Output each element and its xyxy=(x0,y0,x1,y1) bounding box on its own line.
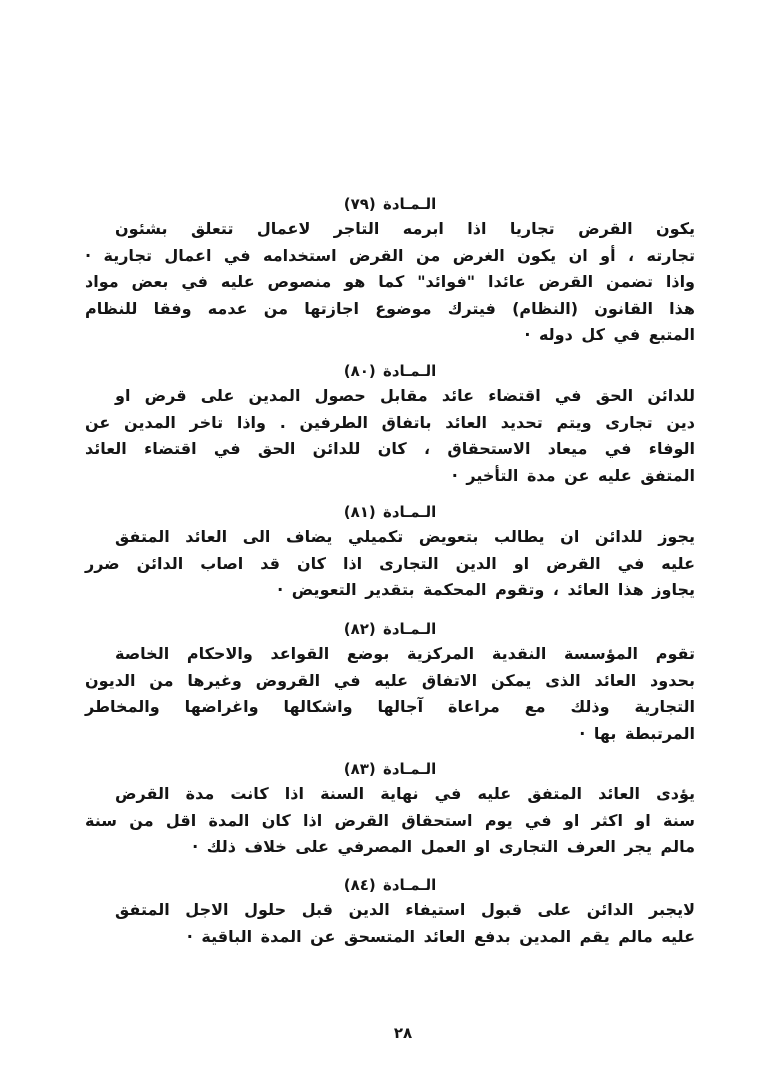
article-80-title: الـمـادة (٨٠) xyxy=(343,362,437,380)
article-82-line: المرتبطة بها · xyxy=(579,723,695,743)
article-80-line: دين تجارى ويتم تحديد العائد باتفاق الطرفين . واذا تاخر المدين عن xyxy=(85,412,695,432)
article-80 xyxy=(85,360,695,489)
article-80-line: للدائن الحق في اقتضاء عائد مقابل حصول المدين على قرض او xyxy=(115,386,695,405)
article-84 xyxy=(85,874,695,950)
article-82-line: بحدود العائد الذى يمكن الاتفاق عليه في القروض وغيرها من الديون xyxy=(85,670,695,690)
article-81-line: عليه في القرض او الدين التجارى اذا كان قد اصاب الدائن ضرر xyxy=(85,553,695,573)
article-84-line: عليه مالم يقم المدين بدفع العائد المتسحق عن المدة الباقية · xyxy=(186,926,695,946)
article-82-line: تقوم المؤسسة النقدية المركزية بوضع القواعد والاحكام الخاصة xyxy=(115,644,695,663)
article-82-title: الـمـادة (٨٢) xyxy=(343,620,437,638)
article-79-line: يكون القرض تجاريا اذا ابرمه التاجر لاعمال تتعلق بشئون xyxy=(115,219,695,238)
article-80-line: الوفاء في ميعاد الاستحقاق ، كان للدائن الحق في اقتضاء العائد xyxy=(85,439,695,459)
article-83-line: سنة او اكثر او في يوم استحقاق القرض اذا كان المدة اقل من سنة xyxy=(85,810,695,830)
article-81 xyxy=(85,501,695,604)
article-79-line: واذا تضمن القرض عائدا "فوائد" كما هو منصوص عليه في بعض مواد xyxy=(85,272,695,292)
article-81-line: يجوز للدائن ان يطالب بتعويض تكميلي يضاف الى العائد المتفق xyxy=(115,527,695,546)
article-79-title: الـمـادة (٧٩) xyxy=(343,195,437,213)
article-80-line: المتفق عليه عن مدة التأخير · xyxy=(451,465,695,485)
article-81-title: الـمـادة (٨١) xyxy=(343,503,437,521)
article-84-line: لايجبر الدائن على قبول استيفاء الدين قبل حلول الاجل المتفق xyxy=(115,900,695,919)
page-number: ٢٨ xyxy=(393,1024,413,1042)
article-81-line: يجاوز هذا العائد ، وتقوم المحكمة بتقدير التعويض · xyxy=(277,580,695,600)
article-82 xyxy=(85,618,695,747)
article-79-line: هذا القانون (النظام) فيترك موضوع اجازتها من عدمه وفقا للنظام xyxy=(85,298,695,318)
article-83 xyxy=(85,758,695,861)
article-79-line: المتبع في كل دوله · xyxy=(524,325,695,345)
article-83-line: يؤدى العائد المتفق عليه في نهاية السنة اذا كانت مدة القرض xyxy=(115,784,695,803)
article-82-line: التجارية وذلك مع مراعاة آجالها واشكالها واغراضها والمخاطر xyxy=(85,697,695,717)
article-79 xyxy=(85,193,695,349)
article-83-line: مالم يجر العرف التجارى او العمل المصرفي على خلاف ذلك · xyxy=(192,837,695,857)
article-84-title: الـمـادة (٨٤) xyxy=(343,876,437,894)
article-83-title: الـمـادة (٨٣) xyxy=(343,760,437,778)
article-79-line: تجارته ، أو ان يكون الغرض من القرض استخدامه في اعمال تجارية · xyxy=(85,245,695,265)
